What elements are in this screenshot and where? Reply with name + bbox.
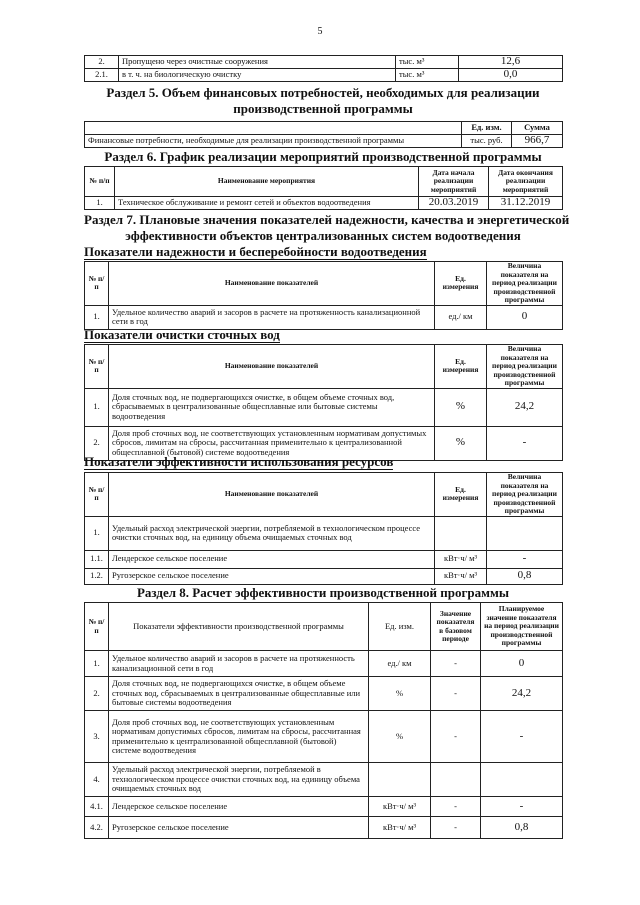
row-unit: % bbox=[369, 677, 431, 711]
row-value: 24,2 bbox=[487, 388, 563, 426]
col-name: Наименование показателей bbox=[109, 262, 435, 306]
row-plan bbox=[481, 763, 563, 797]
top-table bbox=[84, 55, 563, 82]
col-num: № п/п bbox=[85, 167, 115, 197]
row-num: 1. bbox=[85, 651, 109, 677]
row-num: 1. bbox=[85, 197, 115, 210]
row-value: - bbox=[487, 550, 563, 568]
row-name: Ругозерское сельское поселение bbox=[109, 568, 435, 584]
row-num: 2.1. bbox=[85, 69, 119, 82]
col-num: № п/п bbox=[85, 603, 109, 651]
row-unit: кВт·ч/ м³ bbox=[435, 568, 487, 584]
section5-table bbox=[84, 121, 563, 148]
reliability-table bbox=[84, 261, 563, 330]
col-num: № п/п bbox=[85, 473, 109, 517]
row-num: 4.2. bbox=[85, 817, 109, 839]
col-num: № п/п bbox=[85, 262, 109, 306]
row-name: Доля проб сточных вод, не соответствующих установленным нормативам допустимых сбросов, лимитам на сбросы, рассчитанная применительно к централизованной общесплавной (бытовой) системе водоотведения bbox=[109, 426, 435, 460]
col-name: Наименование мероприятия bbox=[115, 167, 419, 197]
efficiency-table bbox=[84, 472, 563, 585]
table-row bbox=[85, 651, 563, 677]
treatment-title: Показатели очистки сточных вод bbox=[84, 327, 280, 342]
row-unit: % bbox=[435, 426, 487, 460]
table-row bbox=[85, 197, 563, 210]
row-num: 2. bbox=[85, 426, 109, 460]
col-num: № п/п bbox=[85, 345, 109, 389]
row-base: - bbox=[431, 817, 481, 839]
row-base: - bbox=[431, 677, 481, 711]
row-name: Ругозерское сельское поселение bbox=[109, 817, 369, 839]
row-num: 1. bbox=[85, 388, 109, 426]
row-num: 4. bbox=[85, 763, 109, 797]
table-row bbox=[85, 56, 563, 69]
col-plan: Планируемое значение показателя на период реализации производственной программы bbox=[481, 603, 563, 651]
row-name: Лендерское сельское поселение bbox=[109, 797, 369, 817]
col-name: Показатели эффективности производственной программы bbox=[109, 603, 369, 651]
section6-table bbox=[84, 166, 563, 210]
col-name: Наименование показателей bbox=[109, 473, 435, 517]
row-unit: ед./ км bbox=[369, 651, 431, 677]
row-plan: 0,8 bbox=[481, 817, 563, 839]
table-row bbox=[85, 69, 563, 82]
section7-title-line2: эффективности объектов централизованных систем водоотведения bbox=[125, 228, 521, 243]
row-base bbox=[431, 763, 481, 797]
efficiency-title: Показатели эффективности использования ресурсов bbox=[84, 454, 394, 469]
row-value: 0,0 bbox=[459, 69, 563, 82]
table-row bbox=[85, 135, 563, 148]
row-name: Удельное количество аварий и засоров в расчете на протяженность канализационной сети в год bbox=[109, 651, 369, 677]
treatment-table bbox=[84, 344, 563, 461]
row-sum: 966,7 bbox=[512, 135, 563, 148]
row-unit: кВт·ч/ м³ bbox=[435, 550, 487, 568]
col-name: Наименование показателей bbox=[109, 345, 435, 389]
row-value: 0,8 bbox=[487, 568, 563, 584]
row-unit bbox=[435, 516, 487, 550]
col-start: Дата начала реализации мероприятий bbox=[419, 167, 489, 197]
row-name: Финансовые потребности, необходимые для реализации производственной программы bbox=[85, 135, 462, 148]
row-unit: % bbox=[435, 388, 487, 426]
table-row bbox=[85, 797, 563, 817]
col-value: Величина показателя на период реализации производственной программы bbox=[487, 345, 563, 389]
section8-table bbox=[84, 602, 563, 839]
page-number: 5 bbox=[317, 26, 323, 37]
row-unit: тыс. м³ bbox=[396, 56, 459, 69]
table-row bbox=[85, 516, 563, 550]
row-plan: 24,2 bbox=[481, 677, 563, 711]
section8-title: Раздел 8. Расчет эффективности производственной программы bbox=[136, 585, 510, 600]
col-value: Величина показателя на период реализации производственной программы bbox=[487, 473, 563, 517]
row-unit: тыс. м³ bbox=[396, 69, 459, 82]
row-name: Лендерское сельское поселение bbox=[109, 550, 435, 568]
col-sum: Сумма bbox=[512, 122, 563, 135]
row-plan: 0 bbox=[481, 651, 563, 677]
row-name: в т. ч. на биологическую очистку bbox=[119, 69, 396, 82]
col-unit: Ед. изм. bbox=[369, 603, 431, 651]
table-row bbox=[85, 711, 563, 763]
col-unit: Ед. измерения bbox=[435, 262, 487, 306]
row-unit: кВт·ч/ м³ bbox=[369, 817, 431, 839]
table-row bbox=[85, 388, 563, 426]
row-unit: % bbox=[369, 711, 431, 763]
row-unit: ед./ км bbox=[435, 305, 487, 329]
row-plan: - bbox=[481, 797, 563, 817]
row-base: - bbox=[431, 797, 481, 817]
col-value: Величина показателя на период реализации производственной программы bbox=[487, 262, 563, 306]
table-row bbox=[85, 568, 563, 584]
section5-title: Раздел 5. Объем финансовых потребностей, необходимых для реализации bbox=[106, 85, 540, 100]
col-end: Дата окончания реализации мероприятий bbox=[489, 167, 563, 197]
row-num: 2. bbox=[85, 677, 109, 711]
section7-title: Раздел 7. Плановые значения показателей надежности, качества и энергетической bbox=[84, 212, 570, 227]
row-num: 1.1. bbox=[85, 550, 109, 568]
row-num: 3. bbox=[85, 711, 109, 763]
col-unit: Ед. измерения bbox=[435, 473, 487, 517]
row-value bbox=[487, 516, 563, 550]
row-name: Пропущено через очистные сооружения bbox=[119, 56, 396, 69]
row-unit: кВт·ч/ м³ bbox=[369, 797, 431, 817]
row-end: 31.12.2019 bbox=[489, 197, 563, 210]
col-unit: Ед. изм. bbox=[462, 122, 512, 135]
row-value: 0 bbox=[487, 305, 563, 329]
row-num: 1. bbox=[85, 516, 109, 550]
table-row bbox=[85, 817, 563, 839]
row-name: Доля сточных вод, не подвергающихся очистке, в общем объеме сточных вод, сбрасываемых в централизованные общесплавные или бытовые системы водоотведения bbox=[109, 677, 369, 711]
row-num: 1.2. bbox=[85, 568, 109, 584]
row-value: - bbox=[487, 426, 563, 460]
table-row bbox=[85, 305, 563, 329]
row-num: 2. bbox=[85, 56, 119, 69]
col-unit: Ед. измерения bbox=[435, 345, 487, 389]
table-row bbox=[85, 763, 563, 797]
row-base: - bbox=[431, 651, 481, 677]
row-name: Доля сточных вод, не подвергающихся очистке, в общем объеме сточных вод, сбрасываемых в централизованные общесплавные или бытовые системы водоотведения bbox=[109, 388, 435, 426]
row-name: Удельное количество аварий и засоров в расчете на протяженность канализационной сети в год bbox=[109, 305, 435, 329]
row-unit bbox=[369, 763, 431, 797]
row-base: - bbox=[431, 711, 481, 763]
empty-cell bbox=[85, 122, 462, 135]
row-value: 12,6 bbox=[459, 56, 563, 69]
row-name: Доля проб сточных вод, не соответствующих установленным нормативам допустимых сбросов, лимитам на сбросы, рассчитанная применительно к централизованной общесплавной (бытовой) системе водоотведения bbox=[109, 711, 369, 763]
row-plan: - bbox=[481, 711, 563, 763]
row-name: Техническое обслуживание и ремонт сетей и объектов водоотведения bbox=[115, 197, 419, 210]
col-base: Значение показателя в базовом периоде bbox=[431, 603, 481, 651]
reliability-title: Показатели надежности и бесперебойности водоотведения bbox=[84, 244, 427, 259]
table-row bbox=[85, 550, 563, 568]
row-unit: тыс. руб. bbox=[462, 135, 512, 148]
section5-title-line2: производственной программы bbox=[233, 101, 413, 116]
row-start: 20.03.2019 bbox=[419, 197, 489, 210]
row-num: 4.1. bbox=[85, 797, 109, 817]
row-name: Удельный расход электрической энергии, потребляемой в технологическом процессе очистки сточных вод, на единицу объема очищаемых сточных вод bbox=[109, 763, 369, 797]
table-row bbox=[85, 677, 563, 711]
row-num: 1. bbox=[85, 305, 109, 329]
row-name: Удельный расход электрической энергии, потребляемой в технологическом процессе очистки сточных вод, на единицу объема очищаемых сточных вод bbox=[109, 516, 435, 550]
section6-title: Раздел 6. График реализации мероприятий производственной программы bbox=[104, 149, 542, 164]
